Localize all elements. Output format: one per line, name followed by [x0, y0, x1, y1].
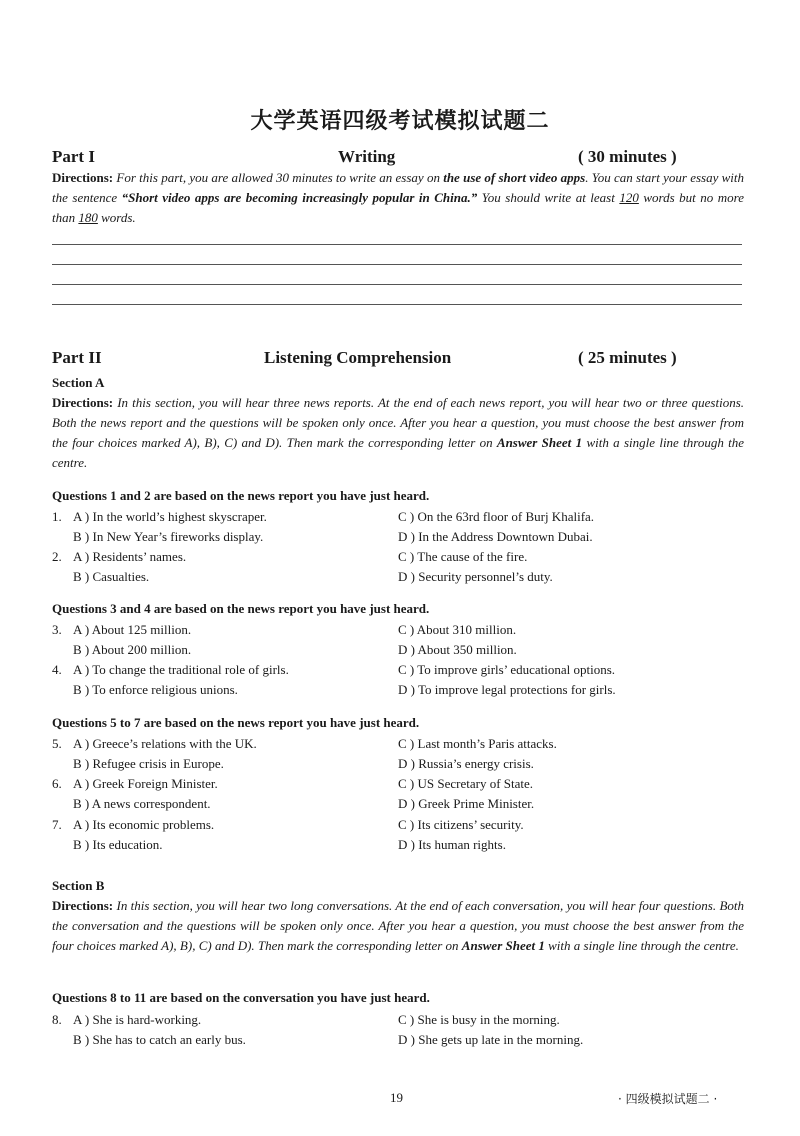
- part1-time: ( 30 minutes ): [578, 147, 677, 166]
- part2-time: ( 25 minutes ): [578, 348, 677, 367]
- option-b: B ) Its education.: [73, 837, 163, 852]
- question-group-heading: Questions 8 to 11 are based on the conversation you have just heard.: [52, 990, 430, 1005]
- question-number: 6.: [52, 776, 62, 791]
- directions-label: Directions:: [52, 395, 114, 410]
- part1-label: Part I: [52, 147, 95, 166]
- essay-topic: the use of short video apps: [443, 170, 586, 185]
- option-c: C ) US Secretary of State.: [398, 776, 534, 791]
- question-group-heading: Questions 1 and 2 are based on the news report you have just heard.: [52, 488, 430, 503]
- part2-label: Part II: [52, 348, 102, 367]
- section-a-directions: [52, 393, 744, 473]
- option-d: D ) About 350 million.: [398, 642, 517, 657]
- directions-text: You should write at least: [481, 190, 615, 205]
- option-d: D ) Its human rights.: [398, 837, 506, 852]
- question-number: 4.: [52, 662, 62, 677]
- option-a: A ) Its economic problems.: [73, 817, 215, 832]
- opening-sentence: “Short video apps are becoming increasingly popular in China.”: [121, 190, 478, 205]
- option-a: A ) Greek Foreign Minister.: [73, 776, 218, 791]
- option-d: D ) In the Address Downtown Dubai.: [398, 529, 593, 544]
- writing-line: [52, 244, 742, 245]
- option-d: D ) Greek Prime Minister.: [398, 796, 535, 811]
- option-d: D ) Security personnel’s duty.: [398, 569, 553, 584]
- option-c: C ) On the 63rd floor of Burj Khalifa.: [398, 509, 595, 524]
- option-b: B ) Refugee crisis in Europe.: [73, 756, 224, 771]
- section-a-title: Section A: [52, 375, 105, 390]
- answer-sheet: Answer Sheet 1: [461, 938, 545, 953]
- directions-text: For this part, you are allowed 30 minutes to write an essay on: [116, 170, 440, 185]
- writing-line: [52, 264, 742, 265]
- option-a: A ) She is hard-working.: [73, 1012, 202, 1027]
- writing-line: [52, 284, 742, 285]
- option-a: A ) Greece’s relations with the UK.: [73, 736, 257, 751]
- question-number: 5.: [52, 736, 62, 751]
- option-c: C ) Its citizens’ security.: [398, 817, 524, 832]
- option-b: B ) Casualties.: [73, 569, 150, 584]
- directions-text: In this section, you will hear two long conversations. At the end of each conversation, you will hear four questions. Both the conversation and the questions will be spoken only once. After you hear a question, you must choose the best answer from the four choices marked A), B), C) and D). Then mark the corresponding letter on: [52, 898, 744, 953]
- directions-text: with a single line through the centre.: [52, 435, 745, 470]
- question-number: 3.: [52, 622, 62, 637]
- option-c: C ) Last month’s Paris attacks.: [398, 736, 557, 751]
- section-b-directions: [52, 896, 744, 956]
- option-c: C ) About 310 million.: [398, 622, 517, 637]
- option-b: B ) A news correspondent.: [73, 796, 211, 811]
- question-number: 8.: [52, 1012, 62, 1027]
- part1-directions: [52, 168, 744, 228]
- option-c: C ) To improve girls’ educational options.: [398, 662, 616, 677]
- section-b-title: Section B: [52, 878, 105, 893]
- writing-line: [52, 304, 742, 305]
- question-number: 1.: [52, 509, 62, 524]
- option-d: D ) To improve legal protections for girls.: [398, 682, 616, 697]
- running-footer: · 四级模拟试题二 ·: [618, 1092, 718, 1106]
- question-number: 2.: [52, 549, 62, 564]
- part1-name: Writing: [338, 147, 396, 166]
- option-a: A ) In the world’s highest skyscraper.: [73, 509, 267, 524]
- option-d: D ) Russia’s energy crisis.: [398, 756, 534, 771]
- option-b: B ) To enforce religious unions.: [73, 682, 238, 697]
- answer-sheet: Answer Sheet 1: [496, 435, 583, 450]
- directions-label: Directions:: [52, 170, 114, 185]
- page-title: 大学英语四级考试模拟试题二: [250, 109, 550, 134]
- option-b: B ) She has to catch an early bus.: [73, 1032, 246, 1047]
- option-a: A ) To change the traditional role of girls.: [73, 662, 289, 677]
- directions-text: words but no more than: [52, 190, 745, 225]
- directions-text: . You can start your essay with the sentence: [52, 170, 745, 205]
- directions-text: words.: [101, 210, 136, 225]
- question-group-heading: Questions 3 and 4 are based on the news report you have just heard.: [52, 601, 430, 616]
- directions-text: with a single line through the centre.: [548, 938, 739, 953]
- question-group-heading: Questions 5 to 7 are based on the news report you have just heard.: [52, 715, 420, 730]
- page-number: 19: [390, 1090, 403, 1105]
- option-b: B ) About 200 million.: [73, 642, 192, 657]
- option-c: C ) The cause of the fire.: [398, 549, 528, 564]
- directions-label: Directions:: [52, 898, 114, 913]
- option-a: A ) Residents’ names.: [73, 549, 187, 564]
- option-c: C ) She is busy in the morning.: [398, 1012, 560, 1027]
- part2-name: Listening Comprehension: [264, 348, 452, 367]
- option-b: B ) In New Year’s fireworks display.: [73, 529, 264, 544]
- min-words: 120: [619, 190, 639, 205]
- option-d: D ) She gets up late in the morning.: [398, 1032, 584, 1047]
- question-number: 7.: [52, 817, 62, 832]
- directions-text: In this section, you will hear three news reports. At the end of each news report, you will hear two or three questions. Both the news report and the questions will be spoken only once. After you hear a question, you must choose the best answer from the four choices marked A), B), C) and D). Then mark the corresponding letter on: [52, 395, 745, 450]
- option-a: A ) About 125 million.: [73, 622, 192, 637]
- max-words: 180: [78, 210, 98, 225]
